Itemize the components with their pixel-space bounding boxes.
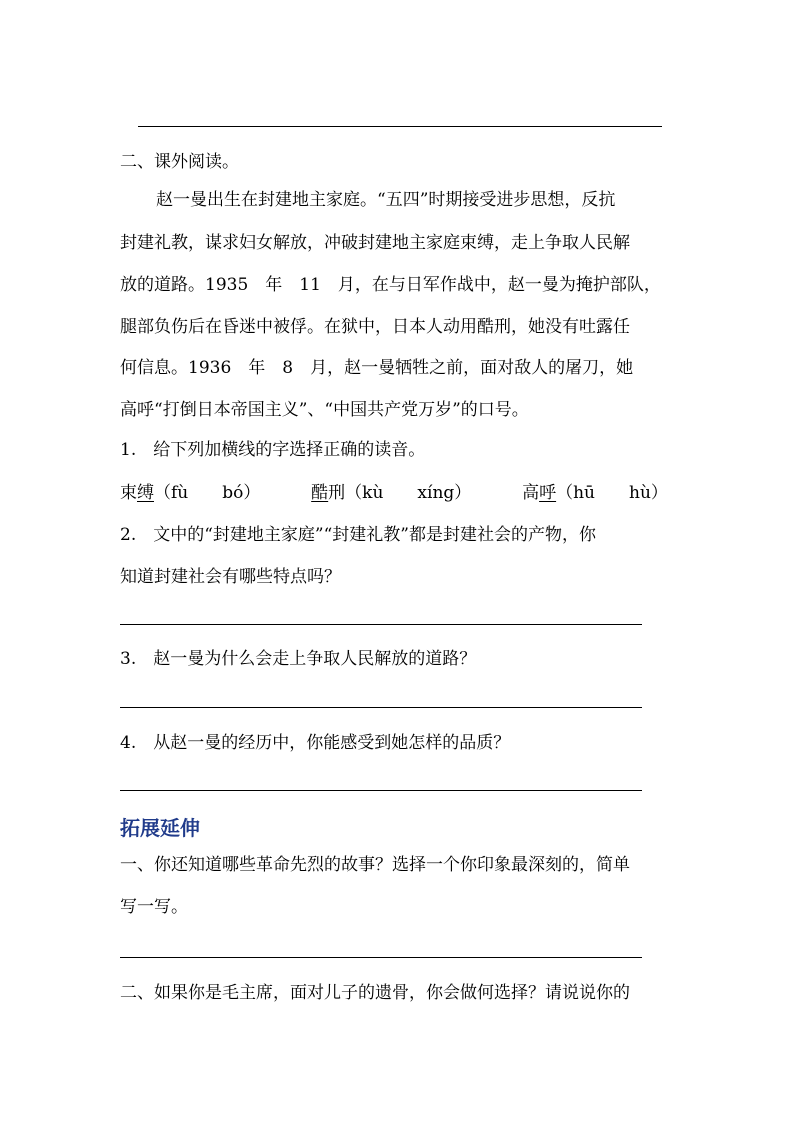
extension-item-1-line-2: 写一写。 [120,897,188,917]
question-1-options [120,481,668,505]
passage-line-2: 封建礼教，谋求妇女解放，冲破封建地主家庭束缚，走上争取人民解 [120,233,630,253]
passage-line-3: 放的道路。1935 年 11 月，在与日军作战中，赵一曼为掩护部队， [120,275,661,295]
extension-item-2-line-1: 二、如果你是毛主席，面对儿子的遗骨，你会做何选择？请说说你的 [120,983,630,1003]
section-title: 二、课外阅读。 [120,152,239,172]
passage-line-5: 何信息。1936 年 8 月，赵一曼牺牲之前，面对敌人的屠刀，她 [120,358,634,378]
passage-line-6: 高呼“打倒日本帝国主义”、“中国共产党万岁”的口号。 [120,400,529,420]
question-2-line-1: 2. 文中的“封建地主家庭”“封建礼教”都是封建社会的产物，你 [120,525,596,545]
word-3: 高呼（hū hù） [522,483,668,503]
answer-line-q3[interactable] [120,707,642,708]
passage-line-4: 腿部负伤后在昏迷中被俘。在狱中，日本人动用酷刑，她没有吐露任 [120,317,630,337]
question-1-prompt: 1. 给下列加横线的字选择正确的读音。 [120,440,426,460]
passage-line-1: 赵一曼出生在封建地主家庭。“五四”时期接受进步思想，反抗 [156,190,616,210]
extension-heading: 拓展延伸 [120,816,200,840]
extension-item-1-line-1: 一、你还知道哪些革命先烈的故事？选择一个你印象最深刻的，简单 [120,855,630,875]
question-4: 4. 从赵一曼的经历中，你能感受到她怎样的品质？ [120,733,511,753]
top-divider [138,126,662,127]
answer-line-q4[interactable] [120,790,642,791]
answer-line-q2[interactable] [120,624,642,625]
word-1: 束缚（fù bó） [120,483,261,503]
question-3: 3. 赵一曼为什么会走上争取人民解放的道路？ [120,649,477,669]
answer-line-extension-1[interactable] [120,957,642,958]
word-2: 酷刑（kù xíng） [311,483,472,503]
question-2-line-2: 知道封建社会有哪些特点吗？ [120,567,341,587]
